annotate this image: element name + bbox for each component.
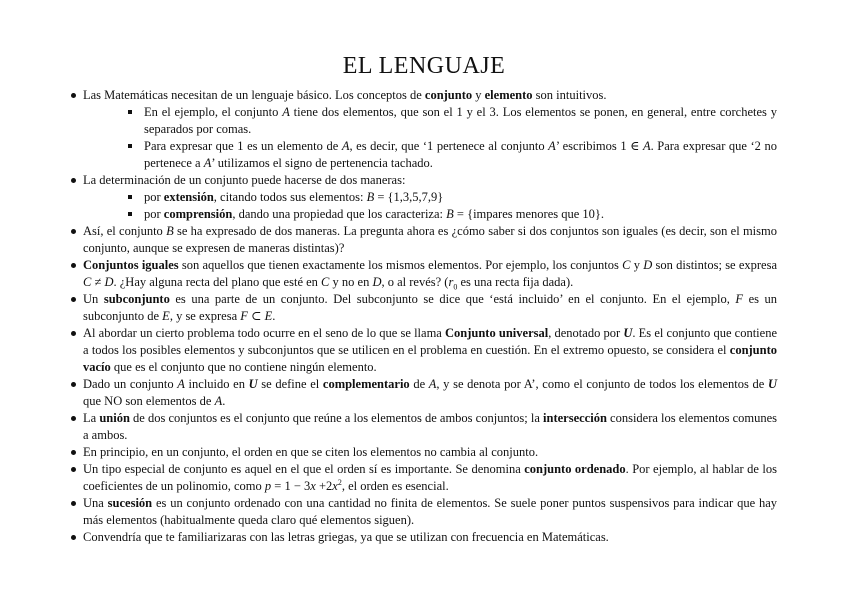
text-run: C: [321, 275, 330, 289]
list-item: [70, 325, 777, 376]
text-run: ⊂: [247, 309, 265, 323]
text-run: y: [472, 88, 485, 102]
text-run: E: [162, 309, 170, 323]
text-run: Para expresar que 1 es un elemento de: [144, 139, 342, 153]
text-run: considera los elementos comunes a ambos.: [83, 411, 778, 442]
text-run: son intuitivos.: [532, 88, 607, 102]
text-run: Un: [83, 292, 104, 306]
text-run: En principio, en un conjunto, el orden en que se citen los elementos no cambia al conjunto.: [83, 445, 539, 459]
text-run: elemento: [484, 88, 533, 102]
text-run: A: [548, 139, 556, 153]
text-run: En el ejemplo, el conjunto: [144, 105, 283, 119]
text-run: extensión: [163, 190, 214, 204]
text-run: son distintos; se expresa: [652, 258, 778, 272]
text-run: C: [622, 258, 631, 272]
text-run: ≠: [91, 275, 105, 289]
text-run: Conjunto universal: [445, 326, 549, 340]
text-run: . ¿Hay alguna recta del plano que esté en: [113, 275, 322, 289]
text-run: A: [428, 377, 437, 391]
text-run: Al abordar un cierto problema todo ocurre en el seno de lo que se llama: [83, 326, 446, 340]
text-run: subconjunto: [103, 292, 170, 306]
text-run: Así, el conjunto: [83, 224, 167, 238]
list-item: [70, 257, 777, 291]
list-item: [70, 376, 777, 410]
text-run: p: [264, 479, 272, 493]
text-run: = {impares menores que 10}.: [453, 207, 605, 221]
text-run: .: [272, 309, 276, 323]
text-run: , es decir, que ‘1 pertenece al conjunto: [349, 139, 549, 153]
text-run: U: [767, 377, 777, 391]
text-run: A: [642, 139, 651, 153]
text-run: A: [203, 156, 212, 170]
text-run: D: [643, 258, 653, 272]
text-run: incluido en: [184, 377, 249, 391]
list-item: [70, 461, 777, 495]
text-run: D: [372, 275, 382, 289]
text-run: son aquellos que tienen exactamente los mismos elementos. Por ejemplo, los conjuntos: [178, 258, 623, 272]
text-run: B: [366, 190, 375, 204]
text-run: y no en: [329, 275, 373, 289]
text-run: D: [104, 275, 114, 289]
text-run: La determinación de un conjunto puede hacerse de dos maneras:: [83, 173, 406, 187]
text-run: sucesión: [107, 496, 153, 510]
text-run: conjunto vacío: [83, 343, 777, 374]
text-run: es una recta fija dada).: [457, 275, 574, 289]
text-run: +2: [315, 479, 333, 493]
list-item: [70, 223, 777, 257]
text-run: ’ utilizamos el signo de pertenencia tachado.: [211, 156, 433, 170]
page-title: EL LENGUAJE: [342, 53, 506, 79]
text-run: . Por ejemplo, al hablar de los coeficientes de un polinomio, como: [83, 462, 777, 493]
text-run: intersección: [543, 411, 607, 425]
text-run: = 1 − 3: [271, 479, 311, 493]
text-run: , citando todos sus elementos:: [213, 190, 367, 204]
text-run: , el orden es esencial.: [341, 479, 449, 493]
text-run: ’ escribimos 1 ∈: [555, 139, 643, 153]
text-run: Las Matemáticas necesitan de un lenguaje básico. Los conceptos de: [83, 88, 425, 102]
text-run: Una: [83, 496, 108, 510]
text-run: , denotado por: [548, 326, 624, 340]
text-run: de: [409, 377, 429, 391]
text-run: .: [222, 394, 226, 408]
text-run: U: [248, 377, 258, 391]
text-run: F: [240, 309, 248, 323]
text-run: unión: [99, 411, 130, 425]
text-run: = {1,3,5,7,9}: [374, 190, 444, 204]
text-run: F: [735, 292, 744, 306]
text-run: se define el: [257, 377, 323, 391]
sub-list-item: [70, 138, 777, 172]
text-run: , dando una propiedad que los caracteriza:: [232, 207, 447, 221]
text-run: B: [166, 224, 174, 238]
sub-list-item: [70, 104, 777, 138]
list-item: [70, 529, 777, 546]
text-run: Conjuntos iguales: [83, 258, 179, 272]
text-run: E: [264, 309, 273, 323]
text-run: es una parte de un conjunto. Del subconjunto se dice que ‘está incluido’ en el conjunto. En el ejemplo,: [169, 292, 736, 306]
text-run: U: [623, 326, 633, 340]
text-run: por: [144, 190, 164, 204]
text-run: 2: [337, 477, 342, 487]
list-item: [70, 410, 777, 444]
text-run: B: [446, 207, 454, 221]
text-run: . Es el conjunto que contiene a todos los posibles elementos y subconjuntos que se utilicen en el problema en cuestión. En el extremo opuesto, se considera el: [83, 326, 778, 357]
text-run: que es el conjunto que no contiene ningún elemento.: [110, 360, 377, 374]
sub-list-item: [70, 189, 777, 206]
text-run: . Para expresar que ‘2 no pertenece a: [144, 139, 777, 170]
list-item: [70, 495, 777, 529]
text-run: x: [332, 479, 338, 493]
text-run: es un conjunto ordenado con una cantidad no finita de elementos. Se suele poner puntos suspensivos para indicar que hay más elementos (habitualmente queda claro qué elementos siguen).: [83, 496, 777, 527]
text-run: x: [310, 479, 316, 493]
text-run: Convendría que te familiarizaras con las letras griegas, ya que se utilizan con frecuencia en Matemáticas.: [83, 530, 609, 544]
text-run: r: [448, 275, 454, 289]
text-run: Dado un conjunto: [83, 377, 178, 391]
list-item: [70, 172, 777, 189]
text-run: A: [177, 377, 185, 391]
text-run: por: [144, 207, 164, 221]
text-run: , o al revés? (: [381, 275, 449, 289]
text-run: , y se denota por A’, como el conjunto de todos los elementos de: [436, 377, 768, 391]
sub-list-item: [70, 206, 777, 223]
text-run: A: [341, 139, 350, 153]
text-run: es un subconjunto de: [83, 292, 778, 323]
text-run: que NO son elementos de: [83, 394, 215, 408]
list-item: [70, 87, 777, 104]
text-run: Un tipo especial de conjunto es aquel en el que el orden sí es importante. Se denomina: [83, 462, 525, 476]
text-run: C: [83, 275, 92, 289]
text-run: A: [214, 394, 223, 408]
text-run: se ha expresado de dos maneras. La pregunta ahora es ¿cómo saber si dos conjuntos son iguales (es decir, son el mismo conjunto, aunque se expresen de maneras distintas)?: [83, 224, 777, 255]
text-run: complementario: [322, 377, 410, 391]
text-run: La: [83, 411, 100, 425]
text-run: comprensión: [163, 207, 233, 221]
text-run: 0: [453, 282, 458, 292]
text-run: conjunto: [424, 88, 473, 102]
text-run: de dos conjuntos es el conjunto que reúne a los elementos de ambos conjuntos; la: [129, 411, 544, 425]
text-run: tiene dos elementos, que son el 1 y el 3. Los elementos se ponen, en general, entre corchetes y separados por comas.: [144, 105, 777, 136]
bullet-list: [70, 87, 777, 546]
text-run: A: [282, 105, 290, 119]
list-item: [70, 444, 777, 461]
text-run: , y se expresa: [169, 309, 241, 323]
text-run: conjunto ordenado: [524, 462, 626, 476]
text-run: y: [630, 258, 644, 272]
list-item: [70, 291, 777, 325]
